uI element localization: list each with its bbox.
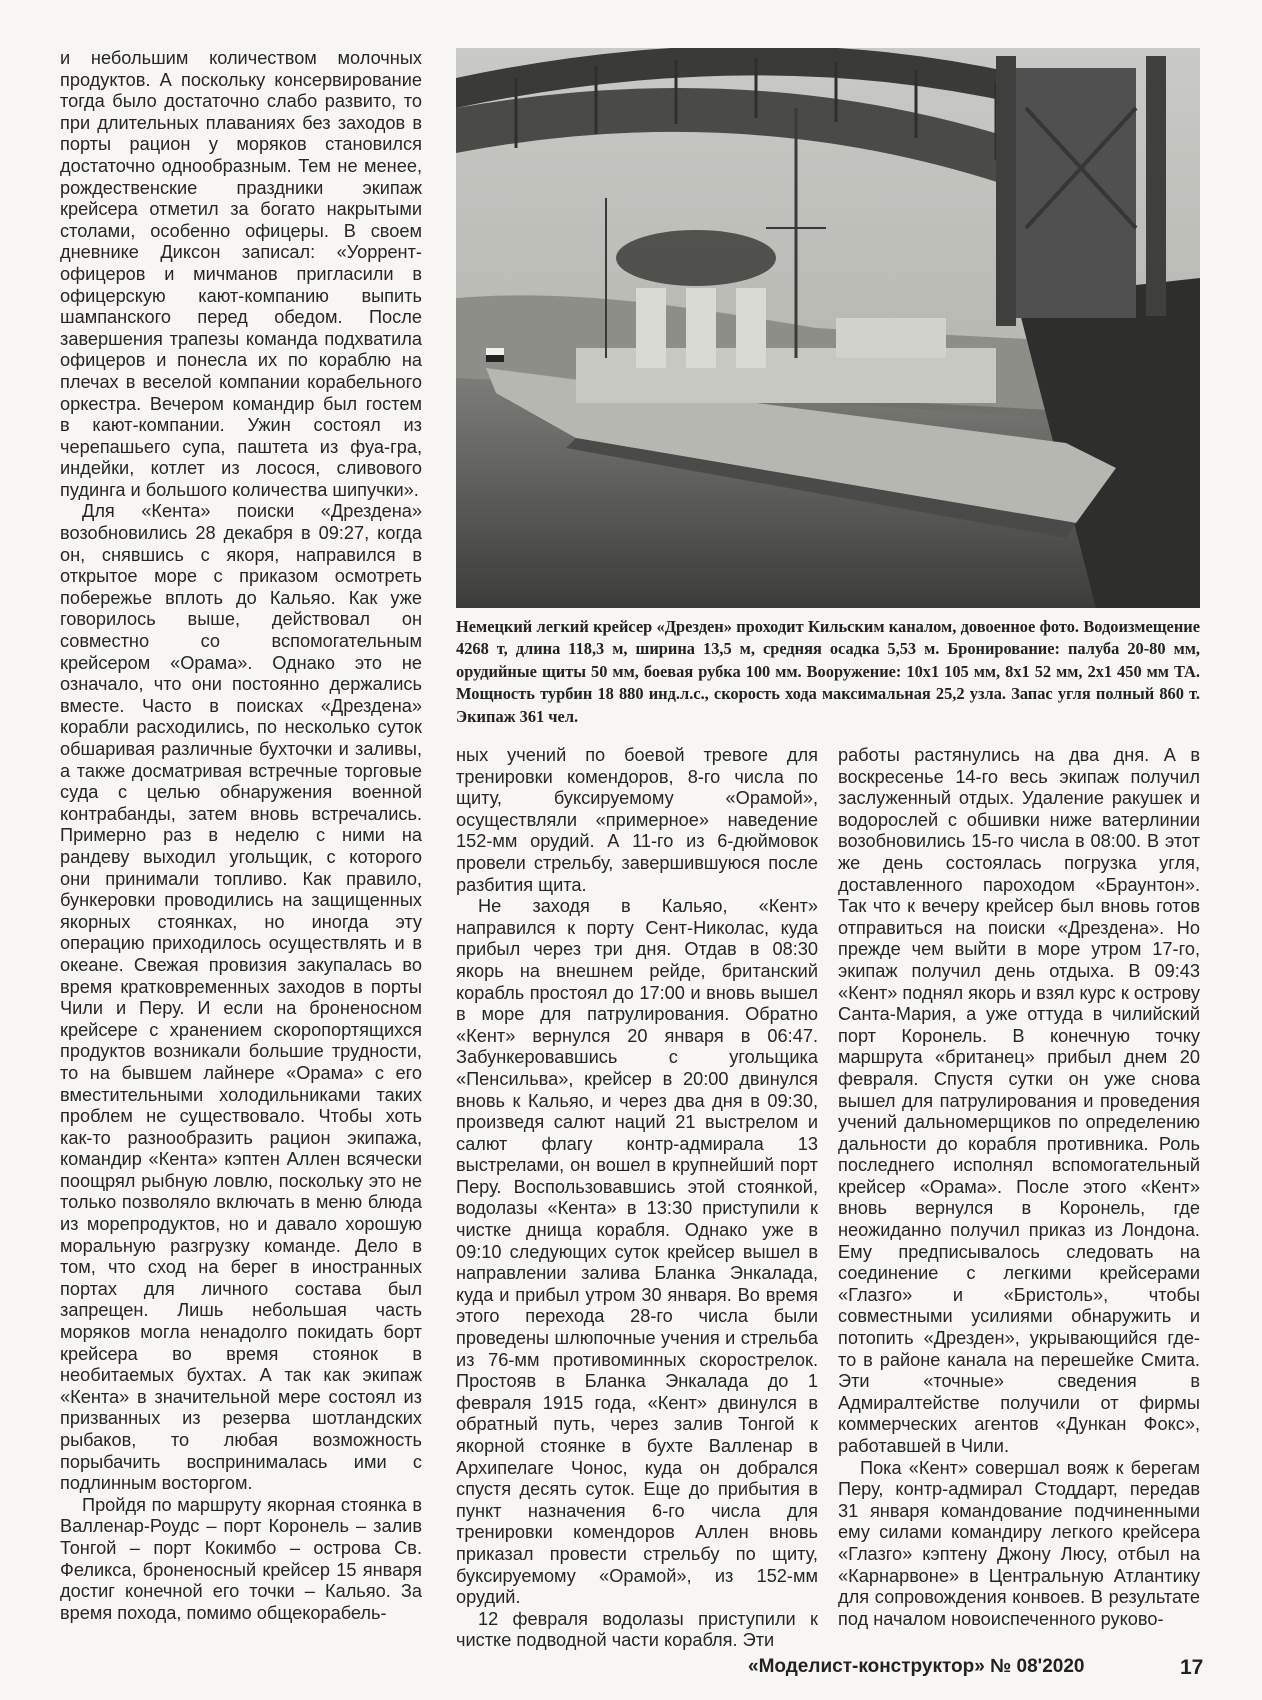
paragraph: Пройдя по маршруту якорная стоянка в Валленар-Роудс – порт Коронель – залив Тонгой – порт Кокимбо – острова Св. Феликса, броненосный крейсер 15 января достиг конечной его точки – Кальяо. За время похода, помимо общекорабель-: [60, 1494, 422, 1623]
paragraph: Пока «Кент» совершал вояж к берегам Перу, контр-адмирал Стоддарт, передав 31 января командование подчиненными ему силами командиру легкого крейсера «Глазго» кэптену Джону Люсу, отбыл на «Карнарвоне» в Центральную Атлантику для сопровождения конвоев. В результате под началом новоиспеченного руково-: [838, 1457, 1200, 1629]
text-column-3: [838, 745, 1200, 1630]
paragraph: Для «Кента» поиски «Дрездена» возобновились 28 декабря в 09:27, когда он, снявшись с якоря, направился в открытое море с приказом осмотреть побережье вплоть до Кальяо. Как уже говорилось выше, действовал он совместно со вспомогательным крейсером «Орама». Однако это не означало, что они постоянно держались вместе. Часто в поисках «Дрездена» корабли расходились, по несколько суток обшаривая различные бухточки и заливы, а также досматривая встречные торговые суда с целью обнаружения военной контрабанды, затем вновь встречались. Примерно раз в неделю с ними на рандеву выходил угольщик, с которого они принимали топливо. Как правило, бункеровки проводились на защищенных якорных стоянках, но иногда эту операцию приходилось осуществлять и в океане. Свежая провизия закупалась во время кратковременных заходов в порты Чили и Перу. И если на броненосном крейсере с хранением скоропортящихся продуктов возникали большие трудности, то на бывшем лайнере «Орама» с его вместительными холодильниками таких проблем не существовало. Чтобы хоть как-то разнообразить рацион экипажа, командир «Кента» кэптен Аллен всячески поощрял рыбную ловлю, поскольку это не только позволяло включать в меню блюда из морепродуктов, но и давало хорошую моральную разгрузку команде. Дело в том, что сход на берег в иностранных портах для личного состава был запрещен. Лишь небольшая часть моряков могла ненадолго покидать борт крейсера во время стоянок в необитаемых бухтах. А так как экипаж «Кента» в значительной мере состоял из призванных из резерва шотландских рыбаков, то любая возможность порыбачить воспринималась ими с подлинным восторгом.: [60, 501, 422, 1494]
magazine-footer: «Моделист-конструктор» № 08'2020: [748, 1656, 1085, 1677]
cruiser-photo: [456, 48, 1200, 608]
paragraph: ных учений по боевой тревоге для тренировки комендоров, 8-го числа по щиту, буксируемому «Орамой», осуществляли «примерное» наведение 152-мм орудий. А 11-го из 6-дюймовок провели стрельбу, завершившуюся после разбития щита.: [456, 745, 818, 895]
page-number: 17: [1180, 1656, 1204, 1679]
paragraph: работы растянулись на два дня. А в воскресенье 14-го весь экипаж получил заслуженный отдых. Удаление ракушек и водорослей с обшивки ниже ватерлинии возобновились 15-го числа в 08:00. В этот же день состоялась погрузка угля, доставленного пароходом «Браунтон». Так что к вечеру крейсер был вновь готов отправиться на поиски «Дрездена». Но прежде чем выйти в море утром 17-го, экипаж получил день отдыха. В 09:43 «Кент» поднял якорь и взял курс к острову Санта-Мария, а уже оттуда в чилийский порт Коронель. В конечную точку маршрута «британец» прибыл днем 20 февраля. Спустя сутки он уже снова вышел для патрулирования и проведения учений дальномерщиков по определению дальности до корабля противника. Роль последнего исполнял вспомогательный крейсер «Орама». После этого «Кент» вновь вернулся в Коронель, где неожиданно получил приказ из Лондона. Ему предписывалось следовать на соединение с легкими крейсерами «Глазго» и «Бристоль», чтобы совместными усилиями обнаружить и потопить «Дрезден», укрывающийся где-то в районе канала на перешейке Смита. Эти «точные» сведения в Адмиралтействе получили от фирмы коммерческих агентов «Дункан Фокс», работавшей в Чили.: [838, 745, 1200, 1456]
text-column-2: [456, 745, 818, 1652]
photo-caption: Немецкий легкий крейсер «Дрезден» проходит Кильским каналом, довоенное фото. Водоизмещение 4268 т, длина 118,3 м, ширина 13,5 м, средняя осадка 5,53 м. Бронирование: палуба 20-80 мм, орудийные щиты 50 мм, боевая рубка 100 мм. Вооружение: 10x1 105 мм, 8x1 52 мм, 2x1 450 мм ТА. Мощность турбин 18 880 инд.л.с., скорость хода максимальная 25,2 узла. Запас угля полный 860 т. Экипаж 361 чел.: [456, 617, 1200, 726]
paragraph: Не заходя в Кальяо, «Кент» направился к порту Сент-Николас, куда прибыл через три дня. Отдав в 08:30 якорь на внешнем рейде, британский корабль простоял до 17:00 и вновь вышел в море для патрулирования. Обратно «Кент» вернулся 20 января в 06:47. Забункеровавшись с угольщика «Пенсильва», крейсер в 20:00 двинулся вновь к Кальяо, и через два дня в 09:30, произведя салют наций 21 выстрелом и салют флагу контр-адмирала 13 выстрелами, он вошел в крупнейший порт Перу. Воспользовавшись этой стоянкой, водолазы «Кента» в 13:30 приступили к чистке днища корабля. Однако уже в 09:10 следующих суток крейсер вышел в направлении залива Бланка Энкалада, куда и прибыл утром 30 января. Во время этого перехода 28-го числа были проведены шлюпочные учения и стрельба из 76-мм противоминных скорострелок. Простояв в Бланка Энкалада до 1 февраля 1915 года, «Кент» двинулся в обратный путь, через залив Тонгой к якорной стоянке в бухте Валленар в Архипелаге Чонос, куда он добрался спустя десять суток. Еще до прибытия в пункт назначения 6-го числа для тренировки комендоров Аллен вновь приказал провести стрельбу по щиту, буксируемому «Орамой», из 152-мм орудий.: [456, 896, 818, 1608]
paragraph: и небольшим количеством молочных продуктов. А поскольку консервирование тогда было достаточно слабо развито, то при длительных плаваниях без заходов в порты рацион у моряков становился достаточно однообразным. Тем не менее, рождественские праздники экипаж крейсера отметил за богато накрытыми столами, особенно офицеры. В своем дневнике Диксон записал: «Уоррент-офицеров и мичманов пригласили в офицерскую кают-компанию выпить шампанского перед обедом. После завершения трапезы команда подхватила офицеров и понесла их по кораблю на плечах в веселой компании корабельного оркестра. Вечером командир был гостем в кают-компании. Ужин состоял из черепашьего супа, паштета из фуа-гра, индейки, котлет из лосося, сливового пудинга и большого количества шипучки».: [60, 48, 422, 500]
text-column-1: [60, 48, 422, 1624]
paragraph: 12 февраля водолазы приступили к чистке подводной части корабля. Эти: [456, 1608, 818, 1651]
